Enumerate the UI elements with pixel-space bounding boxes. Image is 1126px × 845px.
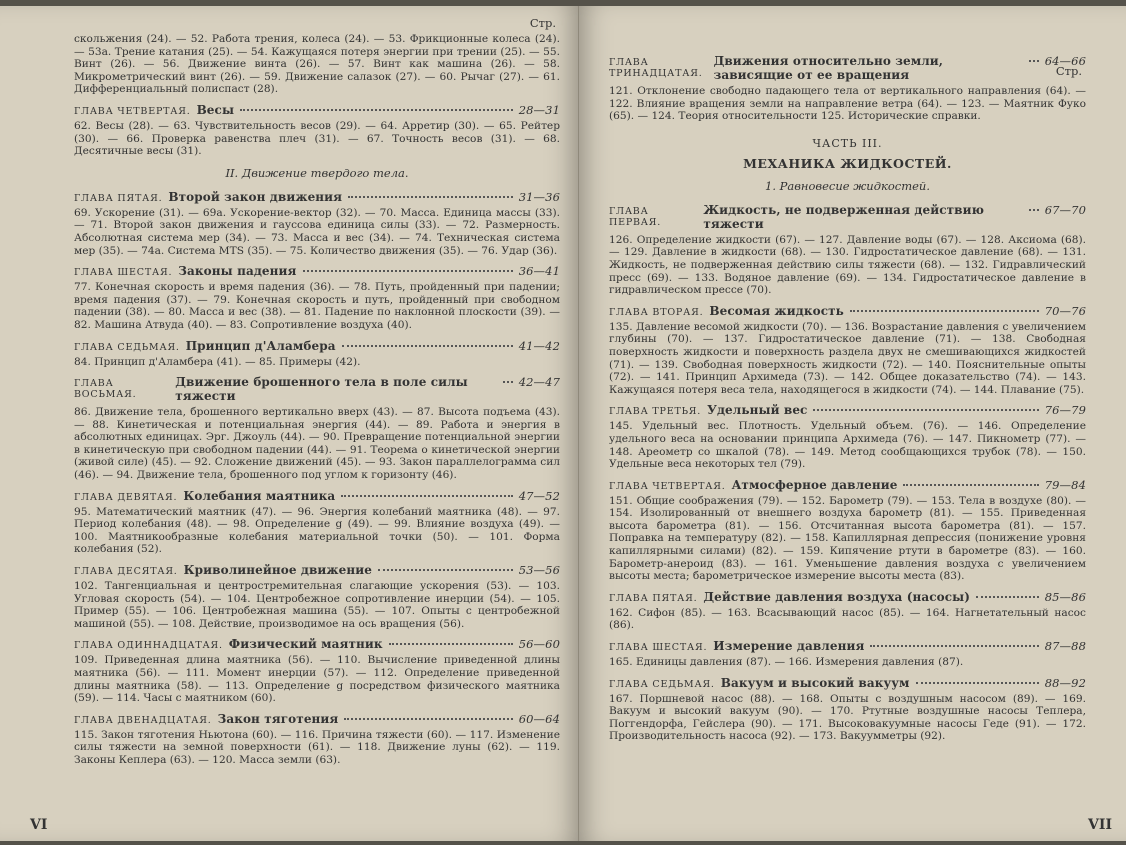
chapter-list — [609, 54, 1086, 123]
section-title: 1. Равновесие жидкостей. — [765, 178, 930, 193]
chapter-pages: 53—56 — [518, 563, 560, 578]
continued-entry-text: скольжения (24). — 52. Работа трения, колеса (24). — 53. Фрикционные колеса (24). — 53а. Трение катания (25). — 54. Кажущаяся потеря энергии при трении (25). — 55. Винт (26). — 56. Движение винта (26). — 57. Винт как машина (26). — 58. Микрометрический винт (26). — 59. Движение салазок (27). — 60. Рычаг (27). — 61. Дифференциальный полиспаст (28). — [74, 33, 560, 96]
chapter-title: Движение брошенного тела в поле силы тяжести — [175, 375, 468, 404]
chapter-label: ГЛАВА СЕДЬМАЯ. — [74, 341, 180, 353]
chapter-title: Весомая жидкость — [709, 303, 844, 318]
chapter-title: Действие давления воздуха (насосы) — [703, 589, 971, 604]
chapter-heading — [609, 639, 1086, 653]
chapter-pages: 56—60 — [518, 637, 560, 652]
chapter-heading — [609, 478, 1086, 492]
chapter-label: ГЛАВА ТРЕТЬЯ. — [609, 406, 702, 418]
chapter-pages: 85—86 — [1044, 589, 1086, 604]
page-number: VII — [1088, 817, 1112, 833]
dot-leader — [348, 196, 513, 198]
chapter-contents: 151. Общие соображения (79). — 152. Барометр (79). — 153. Тела в воздухе (80). — 154. Изолированный от внешнего воздуха барометр (81). — 155. Приведенная высота барометра (81). — 156. Отсчитанная высота барометра (81). — 157. Поправка на температуру (82). — 158. Капиллярная депрессия (понижение уровня капиллярными силами) (82). — 159. Кипячение ртути в барометре (83). — 160. Барометр-анероид (83). — 161. Уменьшение давления воздуха с увеличением высоты места; барометрическое измерение высоты места (83). — [609, 494, 1086, 583]
chapter-title: Измерение давления — [713, 639, 865, 654]
chapter-title: Второй закон движения — [168, 189, 343, 204]
chapter-contents: 62. Весы (28). — 63. Чувствительность весов (29). — 64. Арретир (30). — 65. Рейтер (30). — 66. Проверка равенства плеч (31). — 67. Точность весов (31). — 68. Десятичные весы (31). — [74, 119, 560, 158]
chapter-heading — [74, 190, 560, 204]
dot-leader — [1029, 209, 1039, 211]
chapter-entry — [74, 637, 560, 704]
chapter-contents: 121. Отклонение свободно падающего тела от вертикального направления (64). — 122. Влияние вращения земли на направление ветра (64). — 123. — Маятник Фуко (65). — 124. Теория относительности 125. Исторические справки. — [609, 85, 1086, 123]
part-label: ЧАСТЬ III. — [812, 136, 883, 150]
left-page — [0, 6, 579, 841]
chapter-entry — [609, 54, 1086, 123]
chapter-pages: 64—66 — [1044, 54, 1086, 68]
chapter-heading — [609, 590, 1086, 604]
chapter-entry — [609, 639, 1086, 669]
dot-leader — [342, 345, 513, 347]
chapter-title: Законы падения — [178, 264, 297, 279]
chapter-title: Движения относительно земли, зависящие от ее вращения — [713, 54, 944, 82]
chapter-contents: 95. Математический маятник (47). — 96. Энергия колебаний маятника (48). — 97. Период колебания (48). — 98. Определение g (49). — 99. Влияние воздуха (49). — 100. Маятникообразные колебания материальной точки (50). — 101. Форма колебания (52). — [74, 505, 560, 556]
chapter-entry — [74, 190, 560, 257]
chapter-label: ГЛАВА ДВЕНАДЦАТАЯ. — [74, 714, 212, 726]
chapter-label: ГЛАВА ШЕСТАЯ. — [74, 267, 173, 279]
chapter-label: ГЛАВА ПЯТАЯ. — [74, 192, 163, 204]
chapter-pages: 42—47 — [518, 375, 560, 390]
chapter-entry — [609, 203, 1086, 297]
dot-leader — [976, 596, 1039, 598]
chapter-label: ГЛАВА ДЕВЯТАЯ. — [74, 491, 178, 503]
chapter-heading — [609, 203, 1086, 231]
chapter-pages: 31—36 — [518, 189, 560, 204]
chapter-contents: 145. Удельный вес. Плотность. Удельный объем. (76). — 146. Определение удельного веса на основании принципа Архимеда (76). — 147. Пикнометр (77). — 148. Ареометр со шкалой (78). — 149. Метод сообщающихся трубок (78). — 150. Удельные веса некоторых тел (79). — [609, 420, 1086, 471]
chapter-label: ГЛАВА СЕДЬМАЯ. — [609, 678, 715, 690]
chapter-entry — [74, 103, 560, 158]
chapter-title: Принцип д'Аламбера — [185, 338, 336, 353]
dot-leader — [916, 682, 1039, 684]
chapter-pages: 70—76 — [1044, 303, 1086, 318]
chapter-label: ГЛАВА ЧЕТВЕРТАЯ. — [609, 480, 726, 492]
chapter-contents: 102. Тангенциальная и центростремительная слагающие ускорения (53). — 103. Угловая скорость (54). — 104. Центробежное сопротивление инерции (54). — 105. Пример (55). — 106. Центробежная машина (55). — 107. Опыты с центробежной машиной (55). — 108. Действие, производимое на ось вращения (56). — [74, 580, 560, 630]
chapter-pages: 79—84 — [1044, 477, 1086, 492]
chapter-heading — [609, 403, 1086, 417]
chapter-title: Криволинейное движение — [183, 563, 372, 578]
chapter-entry — [74, 339, 560, 369]
dot-leader — [850, 310, 1039, 312]
chapter-contents: 115. Закон тяготения Ньютона (60). — 116. Причина тяжести (60). — 117. Изменение силы тяжести на земной поверхности (61). — 118. Движение луны (62). — 119. Законы Кеплера (63). — 120. Масса земли (63). — [74, 728, 560, 766]
chapter-contents: 69. Ускорение (31). — 69а. Ускорение-вектор (32). — 70. Масса. Единица массы (33). — 71. Второй закон движения и гауссова единица силы (33). — 72. Размерность. Абсолютная система мер (34). — 73. Масса и вес (34). — 74. Техническая система мер (35). — 74а. Система MTS (35). — 75. Количество движения (35). — 76. Удар (36). — [74, 206, 560, 257]
chapter-pages: 76—79 — [1044, 403, 1086, 418]
chapter-entry — [74, 712, 560, 767]
chapter-contents: 77. Конечная скорость и время падения (36). — 78. Путь, пройденный при падении; время падения (37). — 79. Конечная скорость и путь, пройденный при свободном падении (38). — 80. Масса и вес (38). — 81. Падение по наклонной плоскости (39). — 82. Машина Атвуда (40). — 83. Сопротивление воздуха (40). — [74, 281, 560, 331]
chapter-list — [74, 103, 560, 158]
chapter-entry — [609, 590, 1086, 632]
chapter-contents: 135. Давление весомой жидкости (70). — 136. Возрастание давления с увеличением глубины (70). — 137. Гидростатическое давление (71). — 138. Свободная поверхность жидкости и поверхность раздела двух не смешивающихся жидкостей (71). — 139. Свободная поверхность жидкости (72). — 140. Пояснительные опыты (72). — 141. Принцип Архимеда (73). — 142. Общее доказательство (74). — 143. Кажущаяся потеря веса тела, находящегося в жидкости (74). — 144. Плавание (75). — [609, 320, 1086, 396]
chapter-pages: 60—64 — [518, 711, 560, 726]
chapter-label: ГЛАВА ВОСЬМАЯ. — [74, 378, 137, 401]
page-column-label: Стр. — [529, 16, 556, 30]
chapter-title: Вакуум и высокий вакуум — [720, 675, 910, 690]
chapter-entry — [74, 563, 560, 630]
chapter-title: Весы — [196, 102, 235, 117]
chapter-pages: 88—92 — [1044, 675, 1086, 690]
chapter-title: Физический маятник — [228, 637, 383, 652]
chapter-heading — [74, 103, 560, 117]
chapter-pages: 28—31 — [518, 102, 560, 117]
chapter-entry — [609, 304, 1086, 397]
dot-leader — [903, 484, 1038, 486]
chapter-title: Колебания маятника — [183, 488, 336, 503]
section-title: II. Движение твердого тела. — [225, 165, 409, 180]
dot-leader — [303, 270, 513, 272]
chapter-contents: 84. Принцип д'Аламбера (41). — 85. Примеры (42). — [74, 355, 361, 368]
dot-leader — [389, 643, 513, 645]
chapter-entry — [609, 676, 1086, 743]
chapter-list — [609, 203, 1086, 743]
part-title: МЕХАНИКА ЖИДКОСТЕЙ. — [743, 155, 952, 171]
chapter-label: ГЛАВА ЧЕТВЕРТАЯ. — [74, 105, 191, 117]
right-page-content — [609, 10, 1086, 831]
chapter-heading — [74, 375, 560, 403]
chapter-contents: 109. Приведенная длина маятника (56). — 110. Вычисление приведенной длины маятника (56). — 111. Момент инерции (57). — 112. Определение приведенной длины маятника (58). — 113. Определение g посредством физического маятника (59). — 114. Часы с маятником (60). — [74, 654, 560, 705]
dot-leader — [813, 409, 1038, 411]
chapter-label: ГЛАВА ДЕСЯТАЯ. — [74, 566, 178, 578]
chapter-entry — [74, 489, 560, 556]
chapter-entry — [74, 375, 560, 482]
dot-leader — [503, 381, 513, 383]
chapter-contents: 165. Единицы давления (87). — 166. Измерения давления (87). — [609, 656, 964, 669]
chapter-heading — [74, 264, 560, 278]
chapter-pages: 87—88 — [1044, 639, 1086, 654]
chapter-heading — [609, 676, 1086, 690]
chapter-entry — [609, 403, 1086, 470]
dot-leader — [870, 645, 1038, 647]
chapter-heading — [74, 339, 560, 353]
chapter-heading — [74, 712, 560, 726]
chapter-label: ГЛАВА ОДИННАДЦАТАЯ. — [74, 640, 223, 652]
chapter-label: ГЛАВА ВТОРАЯ. — [609, 306, 704, 318]
chapter-entry — [609, 478, 1086, 583]
dot-leader — [378, 569, 513, 571]
chapter-title: Закон тяготения — [217, 711, 339, 726]
chapter-label: ГЛАВА ТРИНАДЦАТАЯ. — [609, 57, 703, 79]
chapter-heading — [609, 304, 1086, 318]
chapter-heading — [74, 563, 560, 577]
dot-leader — [341, 495, 512, 497]
chapter-list — [74, 190, 560, 767]
dot-leader — [344, 718, 512, 720]
chapter-contents: 167. Поршневой насос (88). — 168. Опыты с воздушным насосом (89). — 169. Вакуум и высокий вакуум (90). — 170. Ртутные воздушные насосы Теплера, Поггендорфа, Гейслера (90). — 171. Высоковакуумные насосы Геде (91). — 172. Производительность насоса (92). — 173. Вакуумметры (92). — [609, 692, 1086, 743]
chapter-label: ГЛАВА ПЯТАЯ. — [609, 592, 698, 604]
chapter-pages: 41—42 — [518, 338, 560, 353]
chapter-pages: 36—41 — [518, 264, 560, 279]
left-page-content — [74, 10, 560, 831]
dot-leader — [240, 109, 513, 111]
page-number: VI — [30, 817, 48, 833]
chapter-title: Жидкость, не подверженная действию тяжести — [703, 202, 984, 231]
chapter-pages: 47—52 — [518, 488, 560, 503]
chapter-heading — [74, 637, 560, 651]
chapter-contents: 86. Движение тела, брошенного вертикально вверх (43). — 87. Высота подъема (43). — 88. Кинетическая и потенциальная энергия (44). — 89. Работа и энергия в абсолютных единицах. Эрг. Джоуль (44). — 90. Превращение потенциальной энергии в кинетическую при свободном падении (44). — 91. Теорема о кинетической энергии (живой силе) (45). — 92. Сложение движений (45). — 93. Закон параллелограмма сил (46). — 94. Движение тела, брошенного под углом к горизонту (46). — [74, 406, 560, 482]
dot-leader — [1029, 60, 1039, 62]
chapter-title: Удельный вес — [707, 403, 808, 418]
chapter-label: ГЛАВА ПЕРВАЯ. — [609, 205, 662, 228]
chapter-contents: 126. Определение жидкости (67). — 127. Давление воды (67). — 128. Аксиома (68). — 129. Давление в жидкости (68). — 130. Гидростатическое давление (68). — 131. Жидкость, не подверженная действию силы тяжести (68). — 132. Гидравлический пресс (69). — 133. Водяное давление (69). — 134. Гидростатическое давление в гидравлическом прессе (70). — [609, 233, 1086, 297]
chapter-contents: 162. Сифон (85). — 163. Всасывающий насос (85). — 164. Нагнетательный насос (86). — [609, 606, 1086, 632]
chapter-label: ГЛАВА ШЕСТАЯ. — [609, 642, 708, 654]
chapter-entry — [74, 264, 560, 331]
chapter-heading — [74, 489, 560, 503]
chapter-title: Атмосферное давление — [731, 477, 898, 492]
chapter-pages: 67—70 — [1044, 202, 1086, 217]
chapter-heading — [609, 54, 1086, 82]
right-page — [579, 6, 1126, 841]
page-column-label: Стр. — [1055, 64, 1082, 78]
